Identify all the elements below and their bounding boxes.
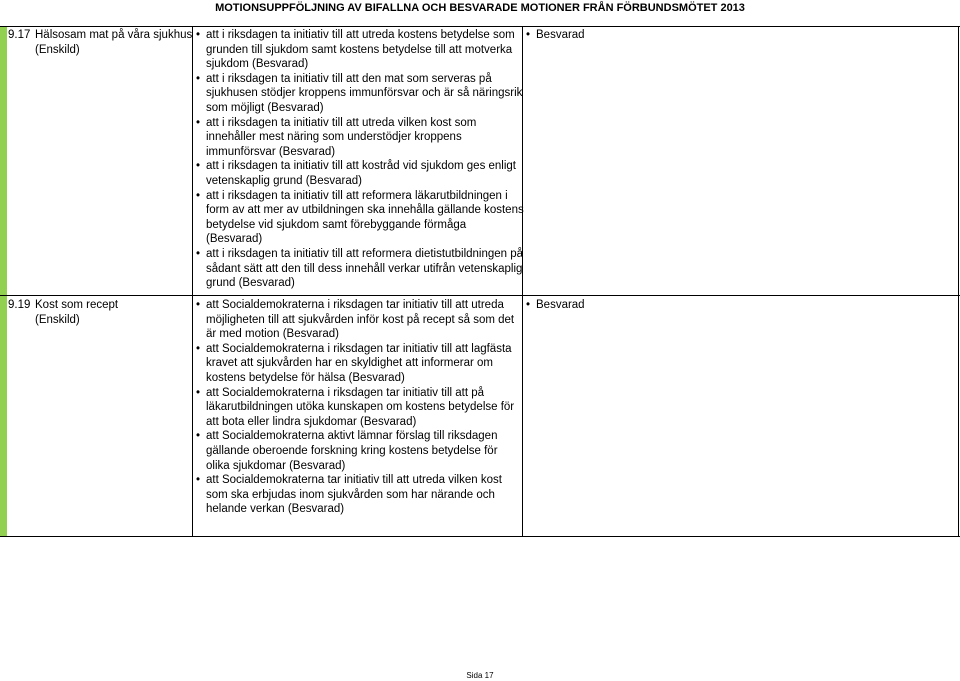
motion-author: (Enskild) xyxy=(35,43,80,56)
list-item: • att Socialdemokraterna tar initiativ till att utreda vilken kost som ska erbjudas inom sjukvården som har närande och helande verkan (Besvarad) xyxy=(196,473,524,517)
status-text: • Besvarad xyxy=(526,298,646,313)
list-item: • att i riksdagen ta initiativ till att kostråd vid sjukdom ges enligt vetenskaplig grund (Besvarad) xyxy=(196,159,524,188)
motion-title: Hälsosam mat på våra sjukhus xyxy=(35,29,193,41)
table-border-right xyxy=(958,26,959,537)
row-status xyxy=(526,28,646,43)
table-border-top xyxy=(0,26,960,27)
list-item: • att Socialdemokraterna aktivt lämnar förslag till riksdagen gällande oberoende forskning kring kostens betydelse för olika sjukdomar (Besvarad) xyxy=(196,429,524,473)
list-item: • att Socialdemokraterna i riksdagen tar initiativ till att på läkarutbildningen utöka kunskapen om kostens betydelse för att bota eller lindra sjukdomar (Besvarad) xyxy=(196,386,524,430)
list-item: • att i riksdagen ta initiativ till att reformera dietistutbildningen på sådant sätt att den till dess innehåll verkar utifrån vetenskaplig grund (Besvarad) xyxy=(196,247,524,291)
list-item: • att i riksdagen ta initiativ till att utreda kostens betydelse som grunden till sjukdom samt kostens betydelse till att motverka sjukdom (Besvarad) xyxy=(196,28,524,72)
motion-author: (Enskild) xyxy=(35,313,80,326)
row-number: 9.17 xyxy=(8,29,31,41)
column-divider-1 xyxy=(192,26,193,537)
row-status xyxy=(526,298,646,313)
page-number: Sida 17 xyxy=(466,671,494,680)
table-border-bottom xyxy=(0,536,960,537)
row-title xyxy=(35,28,195,57)
row-number: 9.19 xyxy=(8,299,31,311)
row-2-marker xyxy=(0,296,7,536)
row-items xyxy=(196,298,524,517)
list-item: • att Socialdemokraterna i riksdagen tar initiativ till att utreda möjligheten till att sjukvården inför kost på recept så som det är med motion (Besvarad) xyxy=(196,298,524,342)
row-divider xyxy=(0,295,960,296)
status-text: • Besvarad xyxy=(526,28,646,43)
list-item: • att Socialdemokraterna i riksdagen tar initiativ till att lagfästa kravet att sjukvården har en skyldighet att informerar om kostens betydelse för hälsa (Besvarad) xyxy=(196,342,524,386)
page-header: MOTIONSUPPFÖLJNING AV BIFALLNA OCH BESVARADE MOTIONER FRÅN FÖRBUNDSMÖTET 2013 xyxy=(215,2,745,14)
row-title xyxy=(35,298,195,327)
list-item: • att i riksdagen ta initiativ till att den mat som serveras på sjukhusen stödjer kroppens immunförsvar och är så näringsrik som möjligt (Besvarad) xyxy=(196,72,524,116)
row-1-marker xyxy=(0,26,7,295)
list-item: • att i riksdagen ta initiativ till att utreda vilken kost som innehåller mest näring som understödjer kroppens immunförsvar (Besvarad) xyxy=(196,116,524,160)
list-item: • att i riksdagen ta initiativ till att reformera läkarutbildningen i form av att mer av utbildningen ska innehålla gällande kostens betydelse vid sjukdom samt förebyggande förmåga (Besvarad) xyxy=(196,189,524,247)
motion-title: Kost som recept xyxy=(35,299,119,311)
row-items xyxy=(196,28,524,291)
